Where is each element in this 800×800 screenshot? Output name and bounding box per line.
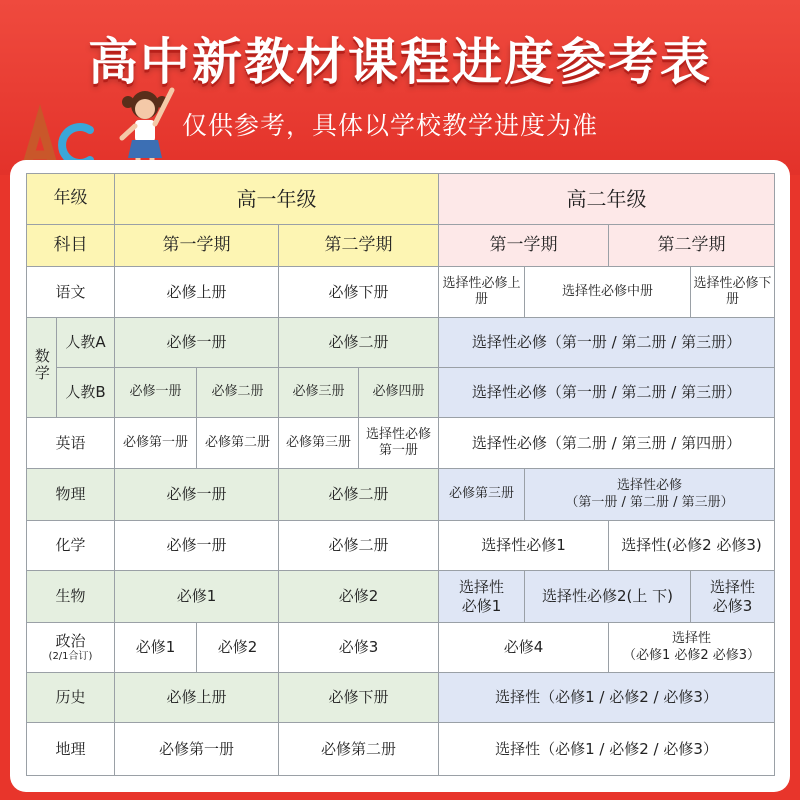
table-cell: 选择性 （必修1 必修2 必修3） [609, 623, 775, 673]
table-cell: 必修一册 [115, 318, 279, 368]
grade2-term2: 第二学期 [609, 225, 775, 267]
table-cell: 必修下册 [279, 673, 439, 723]
grade2-header: 高二年级 [439, 174, 775, 225]
table-cell: 选择性 必修3 [691, 571, 775, 623]
table-cell: 选择性必修第一册 [359, 418, 439, 469]
grade-label: 年级 [27, 174, 115, 225]
table-cell: 必修三册 [279, 368, 359, 418]
table-cell: 选择性 必修1 [439, 571, 525, 623]
table-cell: 必修第一册 [115, 723, 279, 776]
table-cell: 选择性必修2(上 下) [525, 571, 691, 623]
subject-name: 生物 [27, 571, 115, 623]
table-row [27, 571, 775, 623]
subject-name: 历史 [27, 673, 115, 723]
table-row [27, 418, 775, 469]
edition-name: 人教A [57, 318, 115, 368]
table-cell: 选择性必修1 [439, 521, 609, 571]
table-row [27, 318, 775, 368]
table-cell: 必修第二册 [279, 723, 439, 776]
table-cell: 必修第三册 [279, 418, 359, 469]
table-cell: 必修一册 [115, 368, 197, 418]
edition-name: 人教B [57, 368, 115, 418]
grade-header-row [27, 174, 775, 225]
table-cell: 必修1 [115, 623, 197, 673]
table-cell: 必修第一册 [115, 418, 197, 469]
table-row [27, 368, 775, 418]
table-cell: 必修第三册 [439, 469, 525, 521]
subject-name: 化学 [27, 521, 115, 571]
table-cell: 必修二册 [279, 521, 439, 571]
table-row [27, 673, 775, 723]
subject-name: 数学 [27, 318, 57, 418]
table-cell: 必修二册 [279, 318, 439, 368]
table-cell: 选择性（必修1 / 必修2 / 必修3） [439, 723, 775, 776]
grade1-term1: 第一学期 [115, 225, 279, 267]
grade1-term2: 第二学期 [279, 225, 439, 267]
table-cell: 必修二册 [279, 469, 439, 521]
table-cell: 必修一册 [115, 469, 279, 521]
subject-name: 物理 [27, 469, 115, 521]
table-cell: 选择性必修中册 [525, 267, 691, 318]
page-title: 高中新教材课程进度参考表 [88, 33, 712, 91]
course-schedule-table [26, 173, 775, 776]
table-cell: 选择性必修（第一册 / 第二册 / 第三册） [439, 368, 775, 418]
table-cell: 必修上册 [115, 267, 279, 318]
subject-name: 地理 [27, 723, 115, 776]
table-cell: 必修下册 [279, 267, 439, 318]
table-row [27, 521, 775, 571]
table-cell: 选择性必修 （第一册 / 第二册 / 第三册） [525, 469, 775, 521]
table-cell: 必修4 [439, 623, 609, 673]
table-cell: 必修二册 [197, 368, 279, 418]
table-cell: 必修2 [197, 623, 279, 673]
table-cell: 必修3 [279, 623, 439, 673]
table-cell: 必修上册 [115, 673, 279, 723]
term-header-row [27, 225, 775, 267]
subject-name: 语文 [27, 267, 115, 318]
table-row [27, 267, 775, 318]
table-cell: 选择性必修下册 [691, 267, 775, 318]
table-cell: 选择性(必修2 必修3) [609, 521, 775, 571]
grade1-header: 高一年级 [115, 174, 439, 225]
politics-note: (2/1合订) [48, 650, 93, 662]
table-cell: 选择性（必修1 / 必修2 / 必修3） [439, 673, 775, 723]
grade2-term1: 第一学期 [439, 225, 609, 267]
table-cell: 选择性必修上册 [439, 267, 525, 318]
table-cell: 必修一册 [115, 521, 279, 571]
table-cell: 必修1 [115, 571, 279, 623]
table-cell: 必修第二册 [197, 418, 279, 469]
table-cell: 选择性必修（第二册 / 第三册 / 第四册） [439, 418, 775, 469]
subject-label: 科目 [27, 225, 115, 267]
table-row [27, 623, 775, 673]
subject-name: 政治 (2/1合订) [27, 623, 115, 673]
table-row [27, 723, 775, 776]
subject-name: 英语 [27, 418, 115, 469]
table-cell: 必修2 [279, 571, 439, 623]
table-cell: 选择性必修（第一册 / 第二册 / 第三册） [439, 318, 775, 368]
page-subtitle: 仅供参考，具体以学校教学进度为准 [182, 111, 599, 140]
table-row [27, 469, 775, 521]
table-cell: 必修四册 [359, 368, 439, 418]
